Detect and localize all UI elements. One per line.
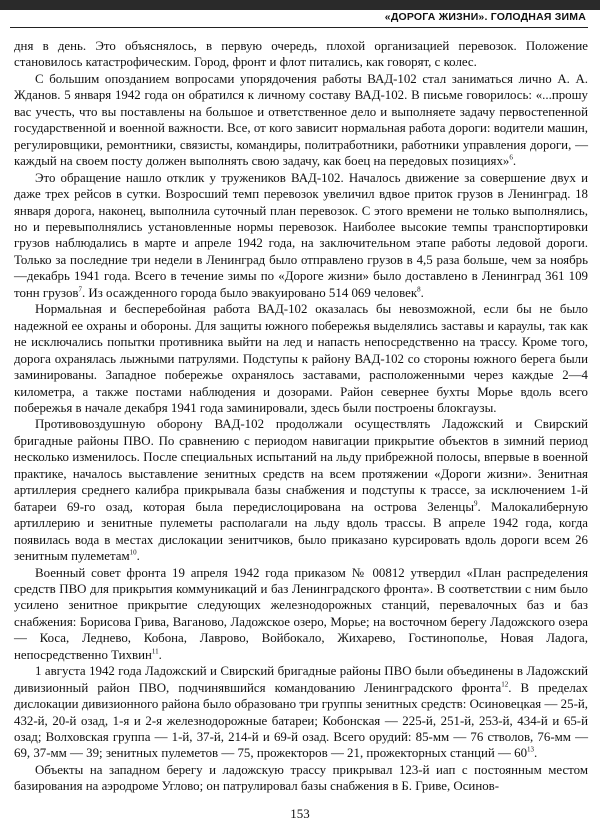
paragraph-8: Объекты на западном берегу и ладожскую трассу прикрывал 123-й иап с постоянным местом базирования на аэродроме Углово; он патрулировал базы снабжения в Б. Гриве, Осинов- <box>14 762 588 794</box>
footnote-mark: 12 <box>501 680 509 689</box>
paragraph-4: Нормальная и бесперебойная работа ВАД-102 оказалась бы невозможной, если бы не было надежной ее охраны и обороны. Для защиты южного побережья выделялись заставы и караулы, так как не исключались попытки противника выйти на лед и напасть непосредственно на трассу. Кроме того, дорога охранялась лыжными патрулями. Подступы к району ВАД-102 со стороны южного берега были заминированы. Западное побережье охранялось заставами, расположенными через каждые 2—4 километра, а также постами наблюдения и дозорами. Район севернее бухты Морье вдоль всего побережья в начале декабря 1941 года заминировали, здесь были построены блокгаузы. <box>14 302 588 415</box>
page-body <box>14 38 588 795</box>
running-title: «ДОРОГА ЖИЗНИ». ГОЛОДНАЯ ЗИМА <box>384 11 586 23</box>
footnote-mark: 13 <box>527 746 535 755</box>
footnote-mark: 6 <box>509 153 513 162</box>
paragraph-5: Противовоздушную оборону ВАД-102 продолжали осуществлять Ладожский и Свирский бригадные районы ПВО. По сравнению с периодом навигации прикрытие объектов в зимний период несколько изменилось. После специальных испытаний на льду прибрежной полосы, впервые в военной практике, началось выставление зенитных средств на всем протяжении «Дороги жизни». Зенитная артиллерия среднего калибра прикрывала базы снабжения и подступы к трассе, за исключением 1-й батареи 69-го озад, которая была передислоцирована на острова Зеленцы$^9$. Малокалиберную артиллерию и зенитные пулеметы располагали на льду вдоль трассы. В апреле 1942 года, когда появилась вода в местах дислокации зенитчиков, было приказано курсировать вдоль дороги всем 26 зенитным пулеметам$^{10}$. <box>14 417 588 564</box>
header-band <box>0 0 600 10</box>
header-rule <box>10 27 588 28</box>
paragraph-6: Военный совет фронта 19 апреля 1942 года приказом № 00812 утвердил «План распределения средств ПВО для прикрытия коммуникаций и баз Ленинградского фронта». В соответствии с ним было усилено зенитное прикрытие следующих железнодорожных станций, перевалочных баз и баз снабжения: Борисова Грива, Ваганово, Ладожское озеро, Морье; на восточном берегу Ладожского озера — Коса, Леднево, Кобона, Лаврово, Войбокало, Жихарево, Гостинополье, Новая Ладога, непосредственно Тихвин$^{11}$. <box>14 565 588 662</box>
paragraph-2: С большим опозданием вопросами упорядочения работы ВАД-102 стал заниматься лично А. А. Жданов. 5 января 1942 года он обратился к личному составу ВАД-102. В письме говорилось: «...прошу вас учесть, что вы поставлены на большое и ответственное дело и выполняете задачу первостепенной государственной и военной важности. Все, от кого зависит нормальная работа дороги: водители машин, регулировщики, ремонтники, связисты, командиры, политработники, работники управления дороги, — каждый на своем посту должен выполнять свою задачу, как боец на передовых позициях»$^6$. <box>14 71 588 169</box>
paragraph-3: Это обращение нашло отклик у тружеников ВАД-102. Началось движение за совершение двух и даже трех рейсов в сутки. Возросший темп перевозок увеличил вдвое приток грузов в Ленинград. 18 января дорога, наконец, выполнила суточный план перевозок. С этого времени не только выполнялись, но и перевыполнялись установленные нормы перевозок. Наиболее высокие темпы транспортировки грузов наблюдались в марте и апреле 1942 года, на заключительном этапе работы ледовой дороги. Только за последние три недели в Ленинград было отправлено грузов в 4,5 раза больше, чем за ноябрь—декабрь 1941 года. Всего в течение зимы по «Дороге жизни» было доставлено в Ленинград 361 109 тонн грузов$^7$. Из осажденного города было эвакуировано 514 069 человек$^8$. <box>14 170 588 300</box>
footnote-mark: 9 <box>473 499 478 508</box>
footnote-mark: 8 <box>417 285 421 294</box>
page-number: 153 <box>290 806 310 821</box>
paragraph-7: 1 августа 1942 года Ладожский и Свирский бригадные районы ПВО были объединены в Ладожский дивизионный район ПВО, подчинявшийся командованию Ленинградского фронта$^{12}$. В пределах дислокации дивизионного района было образовано три группы зенитных средств: Осиновецкая — 25-й, 432-й, 20-й озад, 1-я и 2-я железнодорожные батареи; Кобонская — 225-й, 251-й, 253-й, 434-й и 65-й озад; Волховская группа — 1-й, 37-й, 214-й и 69-й озад. Всего орудий: 85-мм — 76 стволов, 76-мм — 69, 37-мм — 39; зенитных пулеметов — 75, прожекторов — 21, прожекторных станций — $60^{13}$. <box>14 664 589 761</box>
footnote-mark: 7 <box>78 285 82 294</box>
footnote-mark: 10 <box>129 548 137 557</box>
paragraph-1: дня в день. Это объяснялось, в первую очередь, плохой организацией перевозок. Положение становилось катастрофическим. Город, фронт и флот питались, как говорят, с колес. <box>14 39 588 70</box>
footnote-mark: 11 <box>151 647 159 656</box>
